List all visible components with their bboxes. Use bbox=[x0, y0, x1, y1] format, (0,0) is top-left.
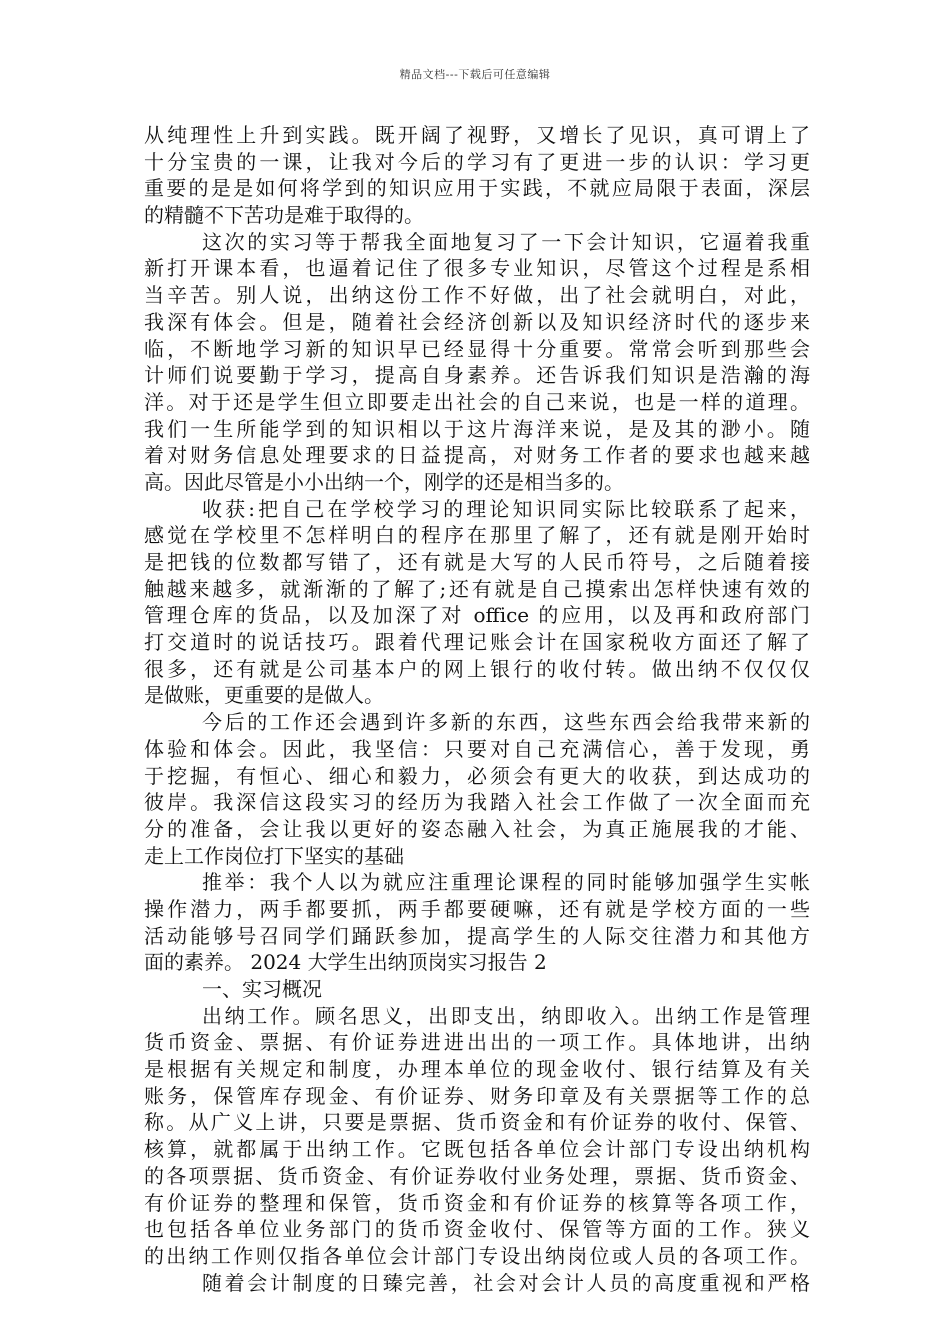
text-line: 面的素养。 2024 大学生出纳顶岗实习报告 2 bbox=[144, 950, 547, 975]
text-line: 账务，保管库存现金、有价证券、财务印章及有关票据等工作的总 bbox=[144, 1083, 810, 1108]
text-line: 我深有体会。但是，随着社会经济创新以及知识经济时代的逐步来 bbox=[144, 309, 810, 334]
document-body bbox=[144, 122, 810, 1296]
text-line: 收获:把自己在学校学习的理论知识同实际比较联系了起来， bbox=[202, 496, 810, 521]
text-line: 推举：我个人以为就应注重理论课程的同时能够加强学生实帐 bbox=[202, 870, 810, 895]
text-line: 计师们说要勤于学习，提高自身素养。还告诉我们知识是浩瀚的海 bbox=[144, 363, 810, 388]
text-line: 当辛苦。别人说，出纳这份工作不好做，出了社会就明白，对此， bbox=[144, 283, 810, 308]
text-line: 重要的是是如何将学到的知识应用于实践，不就应局限于表面，深层 bbox=[144, 176, 810, 201]
text-line: 着对财务信息处理要求的日益提高，对财务工作者的要求也越来越 bbox=[144, 443, 810, 468]
text-line: 活动能够号召同学们踊跃参加，提高学生的人际交往潜力和其他方 bbox=[144, 923, 810, 948]
text-line: 出纳工作。顾名思义，出即支出，纳即收入。出纳工作是管理 bbox=[202, 1003, 810, 1028]
text-line: 感觉在学校里不怎样明白的程序在那里了解了，还有就是刚开始时 bbox=[144, 523, 810, 548]
text-line: 货币资金、票据、有价证券进进出出的一项工作。具体地讲，出纳 bbox=[144, 1030, 810, 1055]
text-line: 分的准备，会让我以更好的姿态融入社会，为真正施展我的才能、 bbox=[144, 816, 810, 841]
text-line: 彼岸。我深信这段实习的经历为我踏入社会工作做了一次全面而充 bbox=[144, 790, 810, 815]
text-line: 一、实习概况 bbox=[202, 977, 322, 1001]
text-line: 是做账，更重要的是做人。 bbox=[144, 683, 384, 708]
text-line: 操作潜力，两手都要抓，两手都要硬嘛，还有就是学校方面的一些 bbox=[144, 896, 810, 921]
text-line: 体验和体会。因此，我坚信：只要对自己充满信心，善于发现，勇 bbox=[144, 736, 810, 761]
text-line: 管理仓库的货品，以及加深了对 office 的应用，以及再和政府部门 bbox=[144, 603, 810, 628]
text-line: 有价证券的整理和保管，货币资金和有价证券的核算等各项工作， bbox=[144, 1190, 810, 1215]
text-line: 十分宝贵的一课，让我对今后的学习有了更进一步的认识：学习更 bbox=[144, 149, 810, 174]
text-line: 临，不断地学习新的知识早已经显得十分重要。常常会听到那些会 bbox=[144, 336, 810, 361]
text-line: 洋。对于还是学生但立即要走出社会的自己来说，也是一样的道理。 bbox=[144, 389, 810, 414]
text-line: 的精髓不下苦功是难于取得的。 bbox=[144, 203, 424, 228]
text-line: 也包括各单位业务部门的货币资金收付、保管等方面的工作。狭义 bbox=[144, 1217, 810, 1242]
text-line: 核算，就都属于出纳工作。它既包括各单位会计部门专设出纳机构 bbox=[144, 1137, 810, 1162]
text-line: 今后的工作还会遇到许多新的东西，这些东西会给我带来新的 bbox=[202, 710, 810, 735]
text-line: 打交道时的说话技巧。跟着代理记账会计在国家税收方面还了解了 bbox=[144, 630, 810, 655]
text-line: 称。从广义上讲，只要是票据、货币资金和有价证券的收付、保管、 bbox=[144, 1110, 810, 1135]
text-line: 于挖掘，有恒心、细心和毅力，必须会有更大的收获，到达成功的 bbox=[144, 763, 810, 788]
text-line: 我们一生所能学到的知识相以于这片海洋来说，是及其的渺小。随 bbox=[144, 416, 810, 441]
text-line: 这次的实习等于帮我全面地复习了一下会计知识，它逼着我重 bbox=[202, 229, 810, 254]
text-line: 从纯理性上升到实践。既开阔了视野，又增长了见识，真可谓上了 bbox=[144, 123, 810, 147]
text-line: 的出纳工作则仅指各单位会计部门专设出纳岗位或人员的各项工作。 bbox=[144, 1243, 810, 1268]
page-header: 精品文档---下载后可任意编辑 bbox=[399, 68, 551, 81]
text-line: 是把钱的位数都写错了，还有就是大写的人民币符号，之后随着接 bbox=[144, 550, 810, 574]
text-line: 的各项票据、货币资金、有价证券收付业务处理，票据、货币资金、 bbox=[144, 1163, 810, 1188]
text-line: 很多，还有就是公司基本户的网上银行的收付转。做出纳不仅仅仅 bbox=[144, 656, 810, 681]
text-line: 触越来越多，就渐渐的了解了;还有就是自己摸索出怎样快速有效的 bbox=[144, 576, 810, 601]
text-line: 随着会计制度的日臻完善，社会对会计人员的高度重视和严格 bbox=[202, 1270, 810, 1295]
text-line: 新打开课本看，也逼着记住了很多专业知识，尽管这个过程是系相 bbox=[144, 256, 810, 281]
text-line: 高。因此尽管是小小出纳一个，刚学的还是相当多的。 bbox=[144, 469, 624, 494]
text-line: 走上工作岗位打下坚实的基础 bbox=[144, 843, 404, 868]
text-line: 是根据有关规定和制度，办理本单位的现金收付、银行结算及有关 bbox=[144, 1057, 810, 1082]
